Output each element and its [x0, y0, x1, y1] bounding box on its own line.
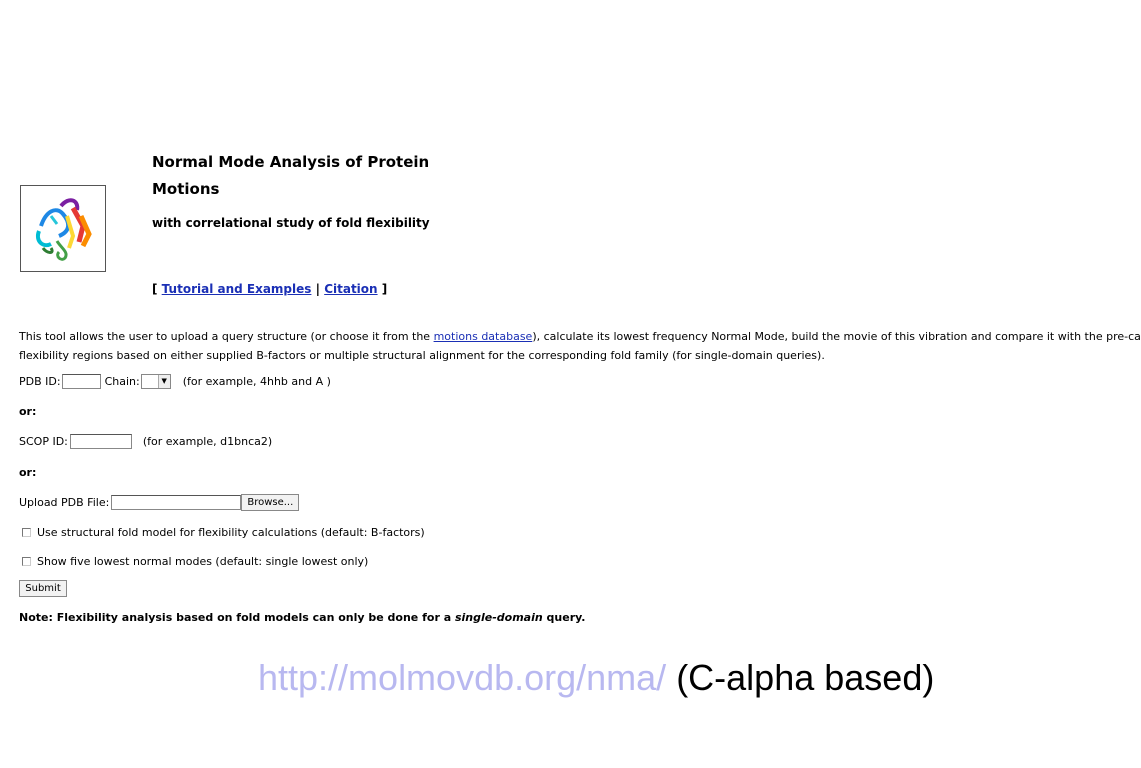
description — [19, 327, 1141, 365]
footer-url-link[interactable]: http://molmovdb.org/nma/ — [258, 657, 667, 698]
submit-button[interactable]: Submit — [19, 580, 67, 597]
chain-label: Chain: — [104, 375, 140, 388]
pdb-id-label: PDB ID: — [19, 375, 61, 388]
description-line-2: flexibility regions based on either supplied B-factors or multiple structural alignment for the corresponding fold family (for single-domain queries). — [19, 349, 825, 362]
chevron-down-icon: ▼ — [158, 375, 170, 388]
protein-structure-image — [20, 185, 106, 272]
pdb-example-text: (for example, 4hhb and A ) — [182, 375, 331, 388]
description-line-1 — [19, 327, 1141, 346]
checkbox-row-1 — [19, 526, 425, 539]
or-separator-2: or: — [19, 466, 37, 479]
link-separator: | — [315, 282, 320, 296]
footer-caption — [258, 657, 934, 699]
five-modes-checkbox-label: Show five lowest normal modes (default: single lowest only) — [37, 555, 369, 568]
scop-example-text: (for example, d1bnca2) — [142, 435, 273, 448]
upload-file-input[interactable] — [111, 495, 241, 510]
pdb-row — [19, 374, 331, 389]
upload-row — [19, 494, 299, 511]
description-text-1: This tool allows the user to upload a query structure (or choose it from the — [19, 330, 434, 343]
scop-id-input[interactable] — [70, 434, 132, 449]
bracket-open: [ — [152, 282, 158, 296]
note-suffix: query. — [542, 611, 586, 624]
five-modes-checkbox[interactable] — [22, 557, 31, 566]
note-text — [19, 611, 585, 624]
tutorial-link[interactable]: Tutorial and Examples — [161, 282, 312, 296]
note-prefix: Note: Flexibility analysis based on fold models can only be done for a — [19, 611, 455, 624]
pdb-id-input[interactable] — [62, 374, 101, 389]
submit-row — [19, 580, 67, 597]
scop-id-label: SCOP ID: — [19, 435, 68, 448]
browse-button[interactable]: Browse... — [241, 494, 299, 511]
citation-link[interactable]: Citation — [324, 282, 378, 296]
scop-row — [19, 434, 272, 449]
footer-caption-suffix: (C-alpha based) — [666, 657, 935, 698]
protein-ribbon-icon — [21, 186, 105, 271]
or-separator-1: or: — [19, 405, 37, 418]
motions-database-link[interactable]: motions database — [433, 330, 533, 343]
fold-model-checkbox-label: Use structural fold model for flexibility calculations (default: B-factors) — [37, 526, 425, 539]
page-subtitle: with correlational study of fold flexibility — [152, 216, 430, 230]
nav-links — [152, 282, 387, 296]
note-emphasis: single-domain — [454, 611, 543, 624]
bracket-close: ] — [381, 282, 388, 296]
fold-model-checkbox[interactable] — [22, 528, 31, 537]
upload-label: Upload PDB File: — [19, 496, 110, 509]
checkbox-row-2 — [19, 555, 368, 568]
description-text-2: ), calculate its lowest frequency Normal Mode, build the movie of this vibration and compare it with the pre-ca — [532, 330, 1141, 343]
page-title: Normal Mode Analysis of Protein Motions — [152, 153, 430, 198]
chain-select[interactable] — [141, 374, 171, 389]
